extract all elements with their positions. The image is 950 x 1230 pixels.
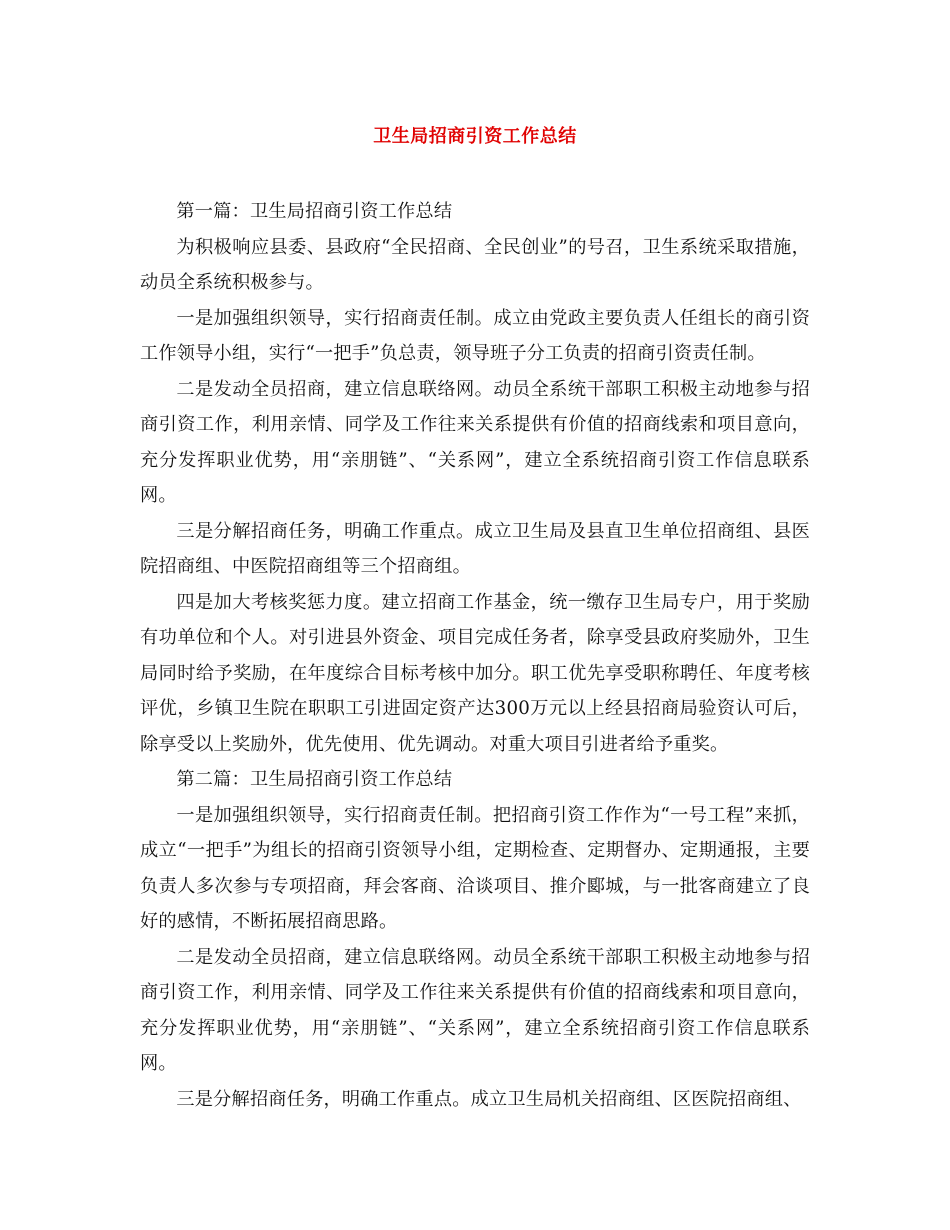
paragraph-section-one-heading: 第一篇：卫生局招商引资工作总结 [176,201,453,222]
document-title: 卫生局招商引资工作总结 [373,126,577,147]
paragraph-point-three: 三是分解招商任务，明确工作重点。成立卫生局及县直卫生单位招商组、县医院招商组、中医院招商组等三个招商组。 [140,520,810,577]
paragraph-point-one: 一是加强组织领导，实行招商责任制。成立由党政主要负责人任组长的商引资工作领导小组，实行“一把手”负总责，领导班子分工负责的招商引资责任制。 [140,307,810,364]
paragraph-section-two-point-two: 二是发动全员招商，建立信息联络网。动员全系统干部职工积极主动地参与招商引资工作，利用亲情、同学及工作往来关系提供有价值的招商线索和项目意向，充分发挥职业优势，用“亲朋链”、“关系网”，建立全系统招商引资工作信息联系网。 [140,946,810,1074]
paragraph-section-two-point-three: 三是分解招商任务，明确工作重点。成立卫生局机关招商组、区医院招商组、 [176,1088,802,1110]
document-body [140,194,810,1117]
paragraph-intro: 为积极响应县委、县政府“全民招商、全民创业”的号召，卫生系统采取措施，动员全系统积极参与。 [140,236,810,293]
paragraph-section-two-heading: 第二篇：卫生局招商引资工作总结 [176,769,453,790]
paragraph-section-two-point-one: 一是加强组织领导，实行招商责任制。把招商引资工作作为“一号工程”来抓，成立“一把手”为组长的招商引资领导小组，定期检查、定期督办、定期通报，主要负责人多次参与专项招商，拜会客商、洽谈项目、推介郾城，与一批客商建立了良好的感情，不断拓展招商思路。 [140,804,810,932]
paragraph-point-four: 四是加大考核奖惩力度。建立招商工作基金，统一缴存卫生局专户，用于奖励有功单位和个人。对引进县外资金、项目完成任务者，除享受县政府奖励外，卫生局同时给予奖励，在年度综合目标考核中加分。职工优先享受职称聘任、年度考核评优，乡镇卫生院在职职工引进固定资产达300万元以上经县招商局验资认可后，除享受以上奖励外，优先使用、优先调动。对重大项目引进者给予重奖。 [140,591,810,755]
paragraph-point-two: 二是发动全员招商，建立信息联络网。动员全系统干部职工积极主动地参与招商引资工作，利用亲情、同学及工作往来关系提供有价值的招商线索和项目意向，充分发挥职业优势，用“亲朋链”、“关系网”，建立全系统招商引资工作信息联系网。 [140,378,810,506]
